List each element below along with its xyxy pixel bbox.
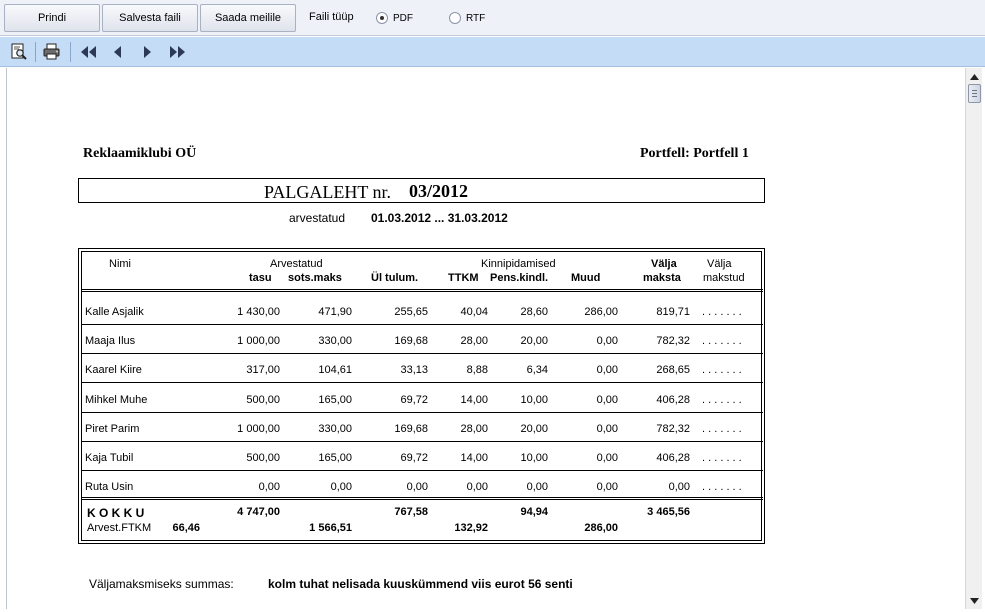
header-paid-b: makstud [703,272,745,284]
header-muud: Muud [571,272,601,284]
row-cell-tasu: 500,00 [246,393,280,406]
row-cell-paid: . . . . . . . [702,364,742,377]
total-payout: 3 465,56 [647,506,690,518]
row-cell-tasu: 0,00 [258,481,280,494]
row-cell-payout: 406,28 [656,393,690,406]
row-cell-muud: 0,00 [596,335,618,348]
total-ftkm: 66,46 [172,522,200,534]
row-cell-ttkm: 28,00 [460,335,488,348]
scrollbar-thumb[interactable] [968,84,981,103]
row-cell-name: Piret Parim [85,422,140,435]
row-cell-ttkm: 14,00 [460,393,488,406]
row-divider [82,382,763,383]
row-cell-payout: 782,32 [656,335,690,348]
report-title: PALGALEHT nr. [264,182,392,202]
total-ul: 767,58 [394,506,428,518]
row-divider [82,470,763,471]
row-cell-sots: 471,90 [318,306,352,318]
header-paid-a: Välja [707,258,732,270]
row-cell-sots: 165,00 [318,393,352,406]
total-sots: 1 566,51 [309,522,352,534]
header-payout-a: Välja [651,258,677,270]
radio-pdf-label: PDF [393,12,413,24]
top-toolbar [0,0,985,36]
preview-icon[interactable] [8,41,30,63]
row-cell-ul: 255,65 [394,306,428,318]
last-page-icon[interactable] [166,41,188,63]
row-cell-tasu: 1 430,00 [237,306,280,318]
next-page-icon[interactable] [136,41,158,63]
row-cell-name: Kaarel Kiire [85,364,142,377]
row-cell-ttkm: 0,00 [466,481,488,494]
header-payout-b: maksta [643,272,681,284]
row-cell-paid: . . . . . . . [702,481,742,494]
row-cell-payout: 406,28 [656,452,690,464]
row-cell-pens: 6,34 [526,364,548,377]
row-cell-muud: 0,00 [596,364,618,377]
ftkm-label: Arvest.FTKM [87,522,152,534]
row-cell-ttkm: 40,04 [460,306,488,318]
header-ul-tulum: Ül tulum. [371,272,419,284]
row-cell-sots: 165,00 [318,452,352,464]
header-rule [82,291,763,292]
row-cell-pens: 10,00 [520,452,548,464]
row-cell-muud: 286,00 [584,306,618,318]
totals-rule [82,497,763,498]
row-cell-paid: . . . . . . . [702,422,742,435]
row-cell-ul: 33,13 [400,364,428,377]
header-ttkm: TTKM [448,272,479,284]
row-cell-tasu: 317,00 [246,364,280,377]
row-cell-paid: . . . . . . . [702,335,742,348]
toolbar-separator [70,42,71,62]
row-divider [82,353,763,354]
period-value: 01.03.2012 ... 31.03.2012 [371,211,508,225]
row-cell-tasu: 500,00 [246,452,280,464]
header-name: Nimi [109,258,131,270]
row-cell-name: Ruta Usin [85,481,134,494]
row-cell-name: Kaja Tubil [85,452,134,464]
row-cell-ul: 169,68 [394,335,428,348]
row-cell-sots: 330,00 [318,422,352,435]
vertical-scrollbar[interactable] [965,68,982,609]
radio-pdf[interactable] [376,11,413,25]
row-cell-muud: 0,00 [596,481,618,494]
report-number: 03/2012 [409,181,469,201]
row-cell-pens: 20,00 [520,335,548,348]
total-tasu: 4 747,00 [237,506,280,518]
amount-in-words: kolm tuhat nelisada kuuskümmend viis eurot 56 senti [268,577,573,591]
row-cell-ul: 169,68 [394,422,428,435]
header-tasu: tasu [249,272,272,284]
payroll-table [78,248,765,544]
row-cell-payout: 0,00 [668,481,690,494]
row-cell-sots: 330,00 [318,335,352,348]
row-cell-ul: 69,72 [400,393,428,406]
previous-page-icon[interactable] [107,41,129,63]
row-cell-payout: 782,32 [656,422,690,435]
row-cell-paid: . . . . . . . [702,306,742,318]
row-cell-payout: 268,65 [656,364,690,377]
scroll-down-arrow-icon[interactable] [966,592,983,609]
row-divider [82,412,763,413]
row-cell-pens: 0,00 [526,481,548,494]
row-cell-name: Kalle Asjalik [85,306,144,318]
row-cell-ttkm: 8,88 [466,364,488,377]
row-cell-ttkm: 28,00 [460,422,488,435]
company-name: Reklaamiklubi OÜ [83,146,197,161]
row-cell-ul: 0,00 [406,481,428,494]
save-to-file-button[interactable]: Salvesta faili [102,4,198,32]
scroll-up-arrow-icon[interactable] [966,68,983,85]
radio-rtf-indicator [449,12,461,24]
header-deductions: Kinnipidamised [481,258,556,270]
portfolio-name: Portfell: Portfell 1 [640,146,749,161]
row-divider [82,324,763,325]
header-rule [82,289,763,290]
row-cell-pens: 10,00 [520,393,548,406]
row-cell-paid: . . . . . . . [702,393,742,406]
amount-in-words-label: Väljamaksmiseks summas: [89,577,234,591]
header-sots: sots.maks [288,272,342,284]
row-cell-sots: 0,00 [330,481,352,494]
header-calculated: Arvestatud [270,258,323,270]
total-muud: 286,00 [584,522,618,534]
send-email-button[interactable]: Saada meilile [200,4,296,32]
row-cell-sots: 104,61 [318,364,352,377]
row-cell-muud: 0,00 [596,452,618,464]
title-box [78,178,765,203]
radio-rtf[interactable] [449,11,485,25]
totals-label: K O K K U [87,506,145,520]
total-pens: 94,94 [520,506,548,518]
row-cell-name: Maaja Ilus [85,335,136,348]
header-pens: Pens.kindl. [490,272,549,284]
row-cell-name: Mihkel Muhe [85,393,148,406]
total-ttkm: 132,92 [454,522,488,534]
print-button[interactable]: Prindi [4,4,100,32]
row-cell-tasu: 1 000,00 [237,335,280,348]
row-cell-muud: 0,00 [596,393,618,406]
first-page-icon[interactable] [78,41,100,63]
period-label: arvestatud [289,211,346,225]
toolbar-separator [35,42,36,62]
row-cell-pens: 20,00 [520,422,548,435]
row-cell-ul: 69,72 [400,452,428,464]
print-icon[interactable] [41,41,63,63]
row-cell-muud: 0,00 [596,422,618,435]
payroll-table-inner [81,251,762,541]
totals-rule [82,499,763,500]
row-cell-tasu: 1 000,00 [237,422,280,435]
navigation-toolbar [0,37,985,67]
radio-rtf-label: RTF [466,12,486,24]
file-type-label: Faili tüüp [309,11,354,23]
radio-pdf-indicator [376,12,388,24]
row-cell-ttkm: 14,00 [460,452,488,464]
row-cell-paid: . . . . . . . [702,452,742,464]
row-divider [82,441,763,442]
row-cell-pens: 28,60 [520,306,548,318]
row-cell-payout: 819,71 [656,306,690,318]
